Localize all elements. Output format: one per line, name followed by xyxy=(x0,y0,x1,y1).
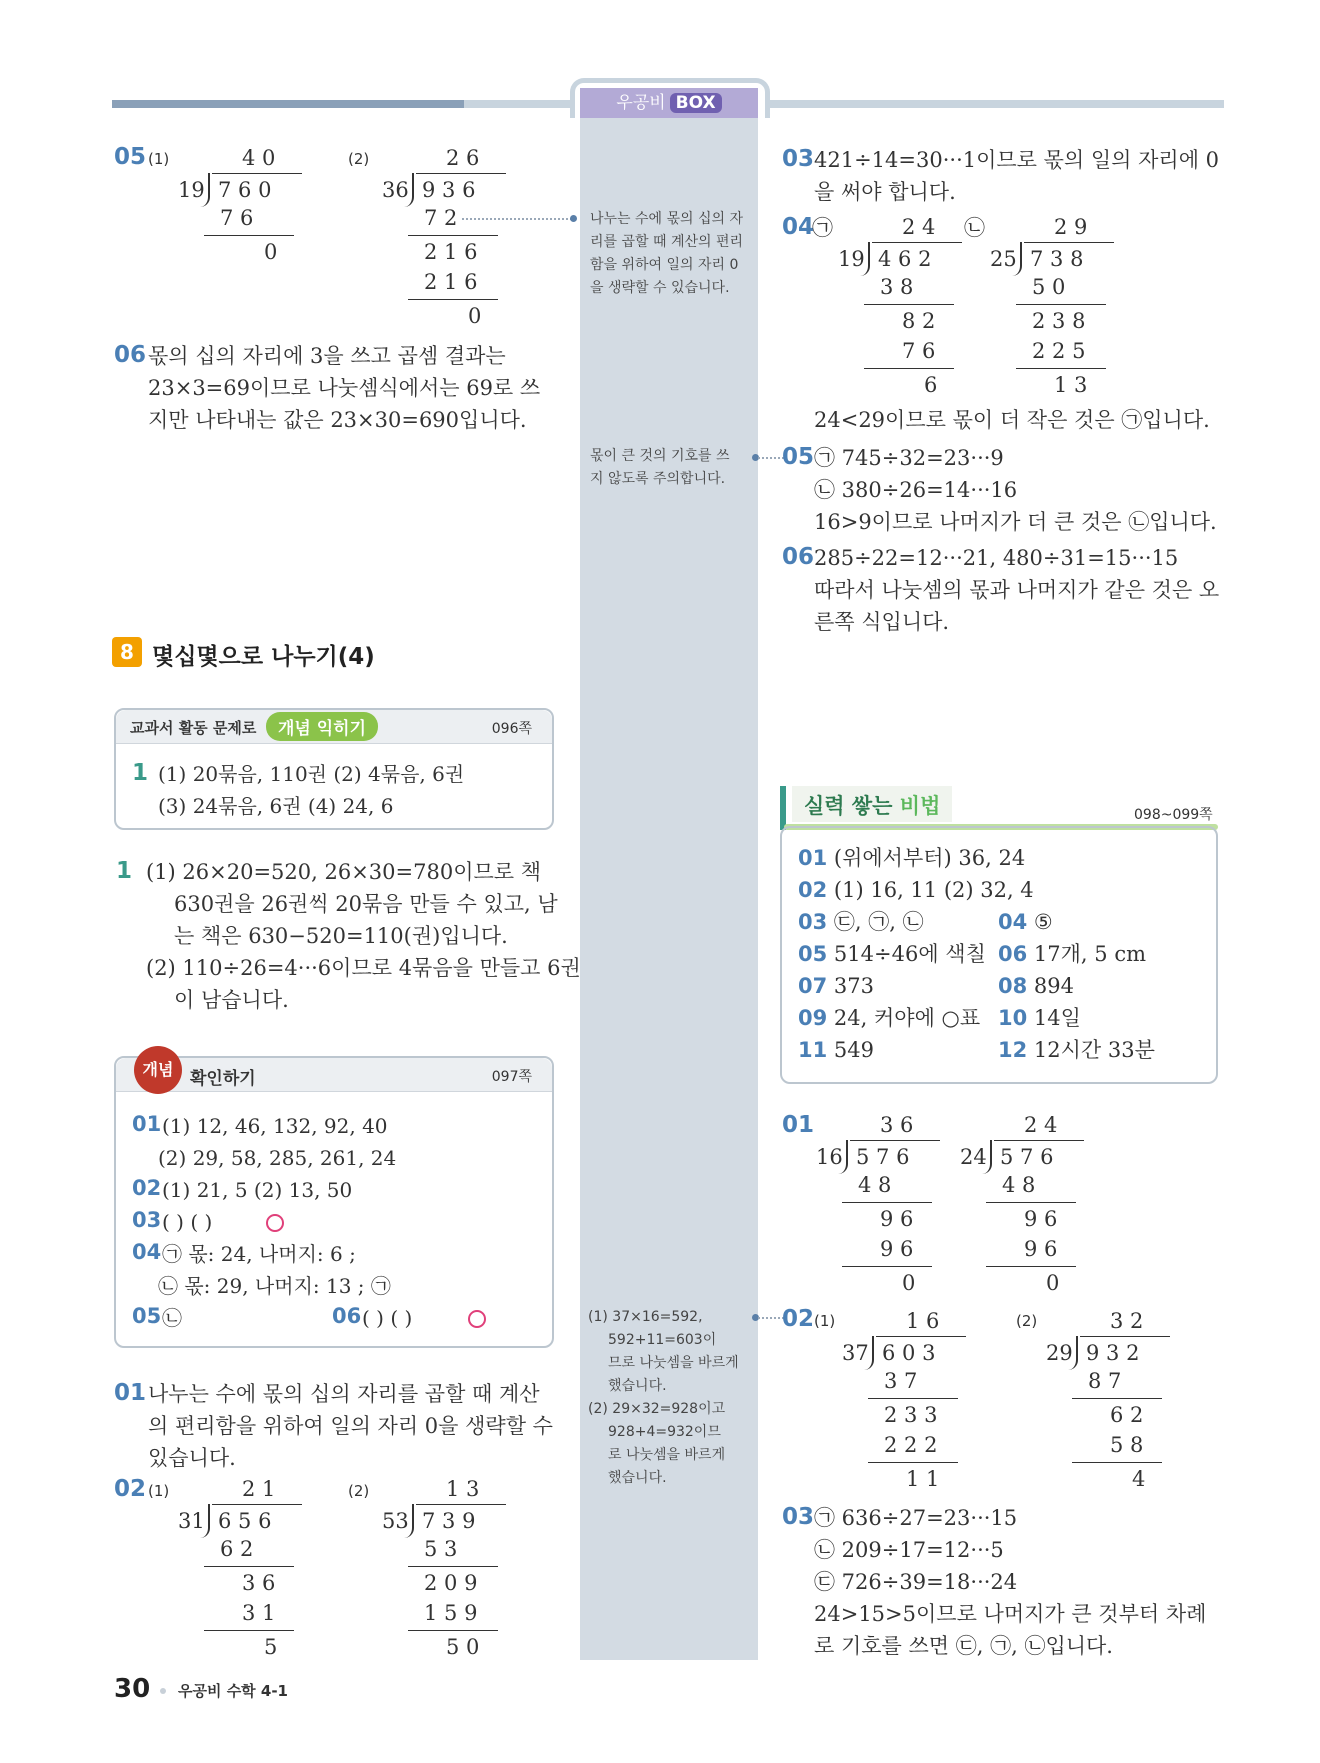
remainder: 1 1 xyxy=(906,1467,940,1491)
q05-part2-label: (2) xyxy=(348,150,370,168)
dividend: 4 6 2 xyxy=(878,247,932,271)
division-bracket xyxy=(982,1140,992,1174)
ans-num: 07 xyxy=(798,974,828,998)
quotient: 1 6 xyxy=(906,1309,940,1333)
step: 3 6 xyxy=(242,1571,276,1595)
section-number: 8 xyxy=(112,637,142,667)
step: 3 7 xyxy=(884,1369,918,1393)
remainder: 0 xyxy=(1046,1271,1060,1295)
ans-text: ㉢, ㉠, ㉡ xyxy=(833,910,924,934)
step: 7 2 xyxy=(424,206,458,230)
r03-line: 24>15>5이므로 나머지가 큰 것부터 차례 xyxy=(814,1602,1207,1626)
card-item-number: 06 xyxy=(332,1304,362,1328)
card3-title-a: 실력 쌓는 xyxy=(804,794,893,818)
r-q03-line: 을 써야 합니다. xyxy=(814,180,956,204)
ans-text: (위에서부터) 36, 24 xyxy=(833,846,1026,870)
dividend: 5 7 6 xyxy=(1000,1145,1054,1169)
q05-part1-label: (1) xyxy=(148,150,170,168)
note-line: 했습니다. xyxy=(608,1470,667,1486)
ans-num: 12 xyxy=(998,1038,1028,1062)
quotient: 2 1 xyxy=(242,1477,276,1501)
dividend: 6 5 6 xyxy=(218,1509,272,1533)
step: 4 8 xyxy=(1002,1173,1036,1197)
divisor: 25 xyxy=(990,247,1017,271)
step-bar xyxy=(1016,304,1106,305)
step: 2 3 8 xyxy=(1032,309,1086,333)
card-label: 확인하기 xyxy=(190,1069,256,1089)
q01-line: 있습니다. xyxy=(148,1446,236,1470)
step: 6 2 xyxy=(1110,1403,1144,1427)
r03-line: ㉢ 726÷39=18···24 xyxy=(814,1570,1018,1594)
r-q06-number: 06 xyxy=(782,544,815,570)
q1-line: 이 남습니다. xyxy=(174,988,289,1012)
card-badge: 개념 익히기 xyxy=(266,712,378,741)
step-bar xyxy=(408,299,498,300)
ans-text: 24, 커야에 ○표 xyxy=(833,1006,981,1030)
r-q03-line: 421÷14=30···1이므로 몫의 일의 자리에 0 xyxy=(814,148,1220,172)
r02-number: 02 xyxy=(782,1306,815,1332)
r03-line: ㉡ 209÷17=12···5 xyxy=(814,1538,1004,1562)
r-q03-number: 03 xyxy=(782,146,815,172)
division-bracket xyxy=(1068,1336,1078,1370)
ans-text: 17개, 5 cm xyxy=(1033,942,1146,966)
ans-text: ⑤ xyxy=(1033,910,1053,934)
q05-number: 05 xyxy=(114,144,147,170)
r03-number: 03 xyxy=(782,1504,815,1530)
card3-title-b: 비법 xyxy=(899,794,941,818)
q1-number: 1 xyxy=(116,858,133,884)
step: 5 3 xyxy=(424,1537,458,1561)
note-line: 리를 곱할 때 계산의 편리 xyxy=(590,234,744,250)
divisor: 53 xyxy=(382,1509,409,1533)
ans-text: 14일 xyxy=(1033,1006,1081,1030)
note-line: 592+11=603이 xyxy=(608,1332,717,1348)
note-line: (2) 29×32=928이고 xyxy=(588,1401,726,1417)
division-bar xyxy=(872,242,962,243)
leader-dot xyxy=(570,215,577,222)
divisor: 24 xyxy=(960,1145,987,1169)
card-item-number: 1 xyxy=(132,760,149,786)
r-q05-line: ㉡ 380÷26=14···16 xyxy=(814,478,1018,502)
step-bar xyxy=(1072,1462,1162,1463)
card-page: 096쪽 xyxy=(491,721,532,737)
box-badge: BOX xyxy=(670,93,722,113)
step: 2 2 5 xyxy=(1032,339,1086,363)
divisor: 19 xyxy=(838,247,865,271)
ans-num: 08 xyxy=(998,974,1028,998)
remainder: 0 xyxy=(264,240,278,264)
step: 1 5 9 xyxy=(424,1601,478,1625)
step-bar xyxy=(1072,1398,1162,1399)
ans-num: 02 xyxy=(798,878,828,902)
note-line: 928+4=932이므 xyxy=(608,1424,721,1440)
concept-practice-card xyxy=(114,708,554,830)
divisor: 31 xyxy=(178,1509,205,1533)
page-number: 30 xyxy=(114,1674,151,1704)
ans-num: 01 xyxy=(798,846,828,870)
step-bar xyxy=(1016,368,1106,369)
box-tab xyxy=(580,88,758,118)
note-line: 함을 위하여 일의 자리 0 xyxy=(590,257,739,273)
division-bracket xyxy=(838,1140,848,1174)
division-bracket xyxy=(200,1504,210,1538)
q01-line: 의 편리함을 위하여 일의 자리 0을 생략할 수 xyxy=(148,1414,553,1438)
card-line: ( ) ( ) xyxy=(362,1306,413,1330)
quotient: 4 0 xyxy=(242,146,276,170)
card-item-number: 02 xyxy=(132,1176,162,1200)
card-line: (1) 21, 5 (2) 13, 50 xyxy=(162,1178,353,1202)
step-bar xyxy=(864,368,954,369)
card-line: ㉠ 몫: 24, 나머지: 6 ; xyxy=(162,1242,356,1266)
ans-text: (1) 16, 11 (2) 32, 4 xyxy=(833,878,1034,902)
divisor: 16 xyxy=(816,1145,843,1169)
q06-line: 23×3=69이므로 나눗셈식에서는 69로 쓰 xyxy=(148,376,541,400)
quotient: 2 6 xyxy=(446,146,480,170)
step: 2 1 6 xyxy=(424,270,478,294)
leader-line xyxy=(758,457,784,459)
step: 4 8 xyxy=(858,1173,892,1197)
step: 5 0 xyxy=(1032,275,1066,299)
card-item-number: 03 xyxy=(132,1208,162,1232)
ans-num: 05 xyxy=(798,942,828,966)
q1-line: (2) 110÷26=4···6이므로 4묶음을 만들고 6권 xyxy=(146,956,581,980)
book-title: 우공비 수학 4-1 xyxy=(178,1682,288,1700)
card-line: (1) 12, 46, 132, 92, 40 xyxy=(162,1114,388,1138)
note-line: 로 나눗셈을 바르게 xyxy=(608,1447,726,1463)
q01-line: 나누는 수에 몫의 십의 자리를 곱할 때 계산 xyxy=(148,1382,540,1406)
q1-line: 는 책은 630−520=110(권)입니다. xyxy=(174,924,508,948)
quotient: 3 2 xyxy=(1110,1309,1144,1333)
leader-line xyxy=(462,218,572,220)
r-q05-line: ㉠ 745÷32=23···9 xyxy=(814,446,1004,470)
step: 9 6 xyxy=(880,1207,914,1231)
r-q05-line: 16>9이므로 나머지가 더 큰 것은 ㉡입니다. xyxy=(814,510,1217,534)
division-bar xyxy=(1080,1336,1170,1337)
card-line: (2) 29, 58, 285, 261, 24 xyxy=(158,1146,397,1170)
step: 9 6 xyxy=(1024,1237,1058,1261)
ans-num: 06 xyxy=(998,942,1028,966)
r-q04-number: 04 xyxy=(782,214,815,240)
note-line: 지 않도록 주의합니다. xyxy=(590,471,726,487)
dividend: 7 3 8 xyxy=(1030,247,1084,271)
ans-num: 11 xyxy=(798,1038,828,1062)
ans-num: 10 xyxy=(998,1006,1028,1030)
ans-text: 549 xyxy=(833,1038,875,1062)
ans-text: 894 xyxy=(1033,974,1075,998)
step: 2 1 6 xyxy=(424,240,478,264)
r03-line: ㉠ 636÷27=23···15 xyxy=(814,1506,1018,1530)
step-bar xyxy=(408,1630,498,1631)
r03-line: 로 기호를 쓰면 ㉢, ㉠, ㉡입니다. xyxy=(814,1634,1113,1658)
dividend: 6 0 3 xyxy=(882,1341,936,1365)
top-rule-left xyxy=(112,100,464,108)
box-label: 우공비 xyxy=(616,93,666,113)
ans-num: 03 xyxy=(798,910,828,934)
section-title: 몇십몇으로 나누기(4) xyxy=(152,644,375,670)
card-item-number: 04 xyxy=(132,1240,162,1264)
division-bracket xyxy=(860,242,870,276)
q06-line: 몫의 십의 자리에 3을 쓰고 곱셈 결과는 xyxy=(148,344,506,368)
step: 7 6 xyxy=(902,339,936,363)
step: 3 8 xyxy=(880,275,914,299)
box-note-2 xyxy=(590,445,730,491)
ans-text: 514÷46에 색칠 xyxy=(833,942,986,966)
step: 2 0 9 xyxy=(424,1571,478,1595)
r-q06-line: 른쪽 식입니다. xyxy=(814,610,950,634)
note-line: 나누는 수에 몫의 십의 자 xyxy=(590,211,744,227)
step-bar xyxy=(204,1630,294,1631)
step: 8 7 xyxy=(1088,1369,1122,1393)
division-bracket xyxy=(404,1504,414,1538)
step-bar xyxy=(204,235,294,236)
card-item-number: 01 xyxy=(132,1112,162,1136)
answer-circle xyxy=(266,1214,284,1232)
step-bar xyxy=(986,1202,1076,1203)
step: 2 2 2 xyxy=(884,1433,938,1457)
q1-line: (1) 26×20=520, 26×30=780이므로 책 xyxy=(146,860,542,884)
q06-number: 06 xyxy=(114,342,147,368)
box-note-3 xyxy=(588,1306,739,1490)
divisor: 36 xyxy=(382,178,409,202)
division-bar xyxy=(994,1140,1084,1141)
quotient: 2 4 xyxy=(902,215,936,239)
remainder: 1 3 xyxy=(1054,373,1088,397)
card-line: (3) 24묶음, 6권 (4) 24, 6 xyxy=(158,794,394,818)
card-label: 교과서 활동 문제로 xyxy=(130,719,257,737)
step: 7 6 xyxy=(220,206,254,230)
leader-line xyxy=(758,1317,784,1319)
ans-num: 09 xyxy=(798,1006,828,1030)
division-bar xyxy=(416,1504,506,1505)
divisor: 37 xyxy=(842,1341,869,1365)
card-line: ㉡ 몫: 29, 나머지: 13 ; ㉠ xyxy=(158,1274,391,1298)
step-bar xyxy=(408,235,498,236)
step: 6 2 xyxy=(220,1537,254,1561)
q02-part2-label: (2) xyxy=(348,1482,370,1500)
division-bar xyxy=(876,1336,966,1337)
dividend: 9 3 2 xyxy=(1086,1341,1140,1365)
division-bracket xyxy=(1012,242,1022,276)
r02-part2-label: (2) xyxy=(1016,1312,1038,1330)
division-bracket xyxy=(864,1336,874,1370)
ans-text: 373 xyxy=(833,974,875,998)
concept-check-card xyxy=(114,1056,554,1348)
card3-page: 098~099쪽 xyxy=(1134,807,1213,823)
step-bar xyxy=(842,1202,932,1203)
dividend: 7 6 0 xyxy=(218,178,272,202)
division-bar xyxy=(212,173,302,174)
note-line: 몫이 큰 것의 기호를 쓰 xyxy=(590,448,730,464)
q02-number: 02 xyxy=(114,1476,147,1502)
r01-number: 01 xyxy=(782,1112,815,1138)
step-bar xyxy=(986,1266,1076,1267)
q1-line: 630권을 26권씩 20묶음 만들 수 있고, 남 xyxy=(174,892,558,916)
step: 5 8 xyxy=(1110,1433,1144,1457)
remainder: 5 xyxy=(264,1635,278,1659)
division-bracket xyxy=(200,173,210,207)
step: 8 2 xyxy=(902,309,936,333)
remainder: 6 xyxy=(924,373,938,397)
card-line: ( ) ( ) xyxy=(162,1210,213,1234)
division-bar xyxy=(1024,242,1114,243)
division-bar xyxy=(416,173,506,174)
step: 9 6 xyxy=(880,1237,914,1261)
r-q04-conclusion: 24<29이므로 몫이 더 작은 것은 ㉠입니다. xyxy=(814,408,1210,432)
note-line: 므로 나눗셈을 바르게 xyxy=(608,1355,739,1371)
step-bar xyxy=(868,1462,958,1463)
q01-number: 01 xyxy=(114,1380,147,1406)
ans-text: 12시간 33분 xyxy=(1033,1038,1155,1062)
step-bar xyxy=(204,1566,294,1567)
q06-line: 지만 나타내는 값은 23×30=690입니다. xyxy=(148,408,527,432)
r02-part1-label: (1) xyxy=(814,1312,836,1330)
r-q05-number: 05 xyxy=(782,444,815,470)
dividend: 9 3 6 xyxy=(422,178,476,202)
option-label: ㉠ xyxy=(812,216,833,240)
note-line: 했습니다. xyxy=(608,1378,667,1394)
step: 2 3 3 xyxy=(884,1403,938,1427)
quotient: 3 6 xyxy=(880,1113,914,1137)
option-label: ㉡ xyxy=(964,216,985,240)
box-note-1 xyxy=(590,208,743,300)
step-bar xyxy=(868,1398,958,1399)
q02-part1-label: (1) xyxy=(148,1482,170,1500)
remainder: 0 xyxy=(468,304,482,328)
dividend: 7 3 9 xyxy=(422,1509,476,1533)
answer-circle xyxy=(468,1310,486,1328)
step-bar xyxy=(864,304,954,305)
r-q06-line: 따라서 나눗셈의 몫과 나머지가 같은 것은 오 xyxy=(814,578,1220,602)
card-page: 097쪽 xyxy=(491,1069,532,1085)
divisor: 19 xyxy=(178,178,205,202)
divisor: 29 xyxy=(1046,1341,1073,1365)
quotient: 2 4 xyxy=(1024,1113,1058,1137)
step: 3 1 xyxy=(242,1601,276,1625)
card3-title xyxy=(792,786,952,822)
step-bar xyxy=(842,1266,932,1267)
remainder: 0 xyxy=(902,1271,916,1295)
card-item-number: 05 xyxy=(132,1304,162,1328)
division-bar xyxy=(212,1504,302,1505)
card-line: (1) 20묶음, 110권 (2) 4묶음, 6권 xyxy=(158,762,465,786)
quotient: 2 9 xyxy=(1054,215,1088,239)
footer-dot xyxy=(160,1688,166,1694)
division-bracket xyxy=(404,173,414,207)
remainder: 4 xyxy=(1132,1467,1146,1491)
r-q06-line: 285÷22=12···21, 480÷31=15···15 xyxy=(814,546,1179,570)
note-line: (1) 37×16=592, xyxy=(588,1309,703,1325)
step: 9 6 xyxy=(1024,1207,1058,1231)
ans-num: 04 xyxy=(998,910,1028,934)
card-badge: 개념 xyxy=(134,1046,182,1094)
dividend: 5 7 6 xyxy=(856,1145,910,1169)
division-bar xyxy=(850,1140,940,1141)
note-line: 을 생략할 수 있습니다. xyxy=(590,280,730,296)
card-line: ㉡ xyxy=(162,1306,182,1330)
remainder: 5 0 xyxy=(446,1635,480,1659)
quotient: 1 3 xyxy=(446,1477,480,1501)
step-bar xyxy=(408,1566,498,1567)
